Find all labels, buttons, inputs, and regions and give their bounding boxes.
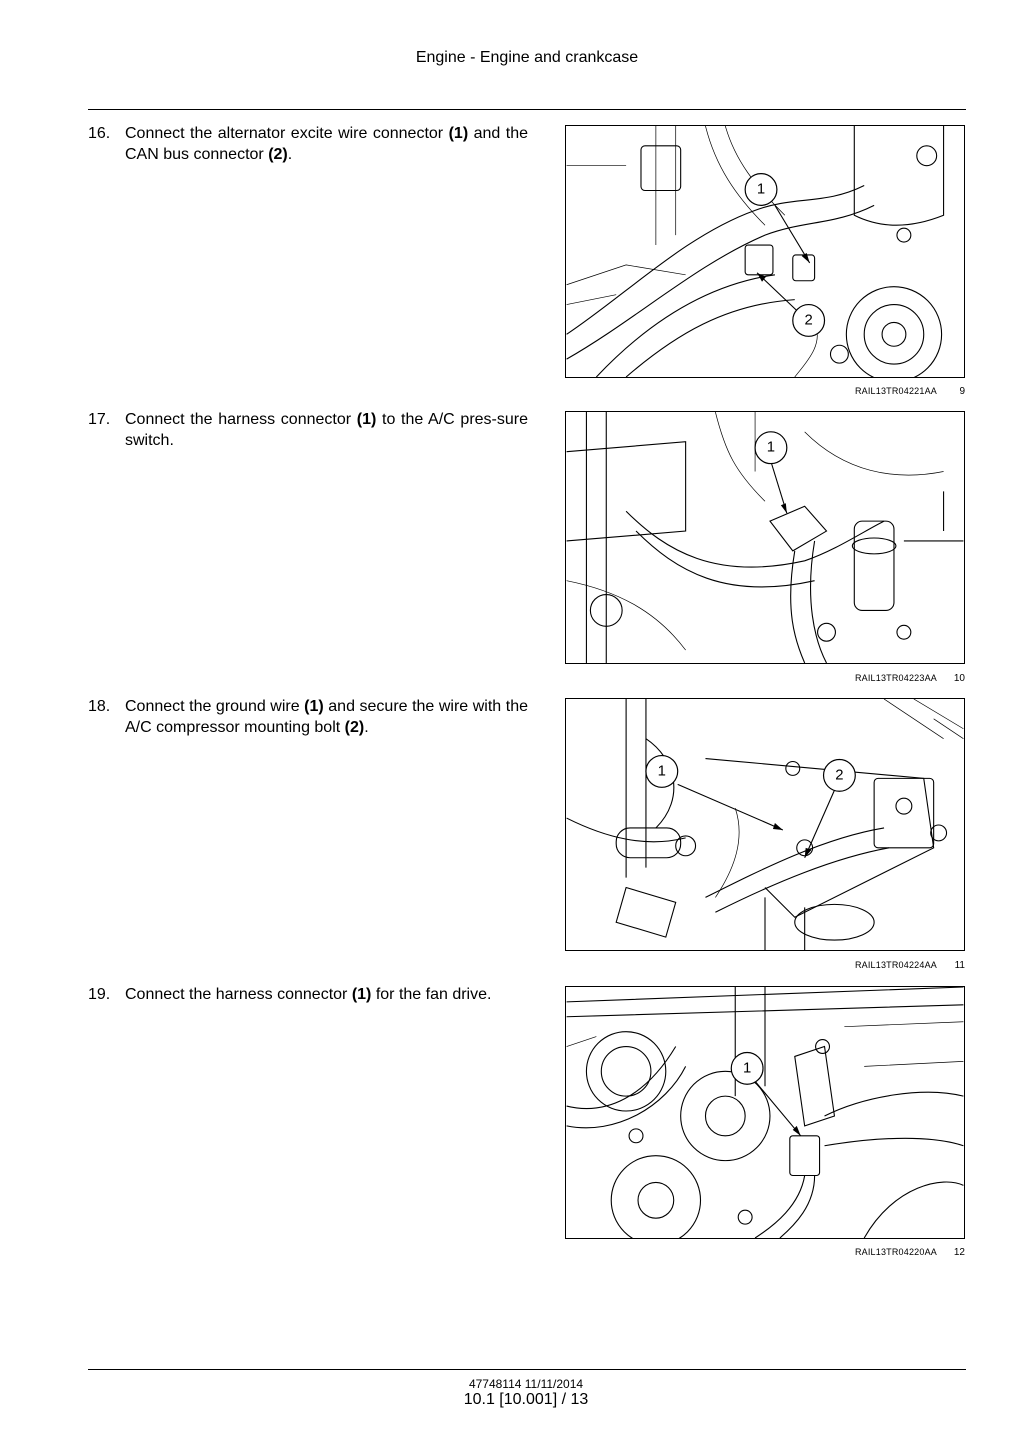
step-number: 17.: [88, 411, 111, 428]
step-19: [88, 984, 528, 1005]
step-text: [125, 409, 528, 451]
figure-number: 12: [953, 1247, 965, 1258]
figure-12-illustration: [565, 986, 965, 1239]
figure-number: 11: [954, 960, 965, 971]
callout-1-label: 1: [766, 439, 776, 456]
step-text-part: .: [287, 146, 293, 163]
engine-line-drawing: [566, 987, 964, 1238]
engine-line-drawing: [566, 699, 964, 950]
step-text-part: Connect the harness connector: [125, 986, 352, 1003]
page-header-title: Engine - Engine and crankcase: [415, 49, 639, 66]
figure-number: 9: [959, 386, 965, 397]
figure-11-illustration: [565, 698, 965, 951]
figure-ref: RAIL13TR04221AA: [854, 386, 937, 396]
callout-2-label: 2: [804, 312, 813, 329]
step-16: [88, 123, 528, 165]
step-number: 18.: [88, 698, 111, 715]
figure-ref: RAIL13TR04224AA: [854, 960, 937, 970]
figure-9-illustration: [565, 125, 965, 378]
step-text: [125, 123, 528, 165]
callout-2-label: 2: [835, 767, 844, 784]
step-text: [125, 696, 528, 738]
step-text: [125, 984, 528, 1005]
step-number: 19.: [88, 986, 111, 1003]
step-17: [88, 409, 528, 451]
engine-line-drawing: [566, 126, 964, 377]
callout-ref: (2): [344, 719, 365, 736]
step-text-part: Connect the alternator excite wire connector: [125, 125, 449, 142]
step-18: [88, 696, 528, 738]
footer-page-number: 10.1 [10.001] / 13: [463, 1391, 589, 1408]
figure-caption: [565, 1247, 965, 1258]
header-rule: [88, 109, 966, 110]
callout-ref: (2): [268, 146, 288, 163]
step-text-part: to the A/C pres-sure switch.: [125, 411, 528, 449]
step-text-part: and the CAN bus connector: [125, 125, 529, 163]
callout-1-label: 1: [756, 181, 766, 198]
callout-ref: (1): [351, 986, 372, 1003]
step-number: 16.: [88, 125, 111, 142]
callout-1-label: 1: [743, 1060, 752, 1077]
footer-rule: [88, 1369, 966, 1370]
figure-caption: [565, 673, 965, 684]
figure-caption: [565, 960, 965, 971]
figure-number: 10: [953, 673, 965, 684]
callout-ref: (1): [448, 125, 469, 142]
step-text-part: Connect the ground wire: [125, 698, 305, 715]
engine-line-drawing: [566, 412, 964, 663]
step-text-part: for the fan drive.: [371, 986, 492, 1003]
callout-ref: (1): [304, 698, 324, 715]
step-text-part: .: [364, 719, 369, 736]
callout-ref: (1): [356, 411, 377, 428]
step-text-part: and secure the wire with the A/C compressor mounting bolt: [125, 698, 528, 736]
footer-doc-id: 47748114 11/11/2014: [468, 1377, 584, 1391]
callout-1-label: 1: [657, 763, 666, 780]
figure-ref: RAIL13TR04220AA: [854, 1247, 937, 1257]
figure-ref: RAIL13TR04223AA: [854, 673, 937, 683]
figure-caption: [565, 386, 965, 397]
step-text-part: Connect the harness connector: [125, 411, 357, 428]
figure-10-illustration: [565, 411, 965, 664]
